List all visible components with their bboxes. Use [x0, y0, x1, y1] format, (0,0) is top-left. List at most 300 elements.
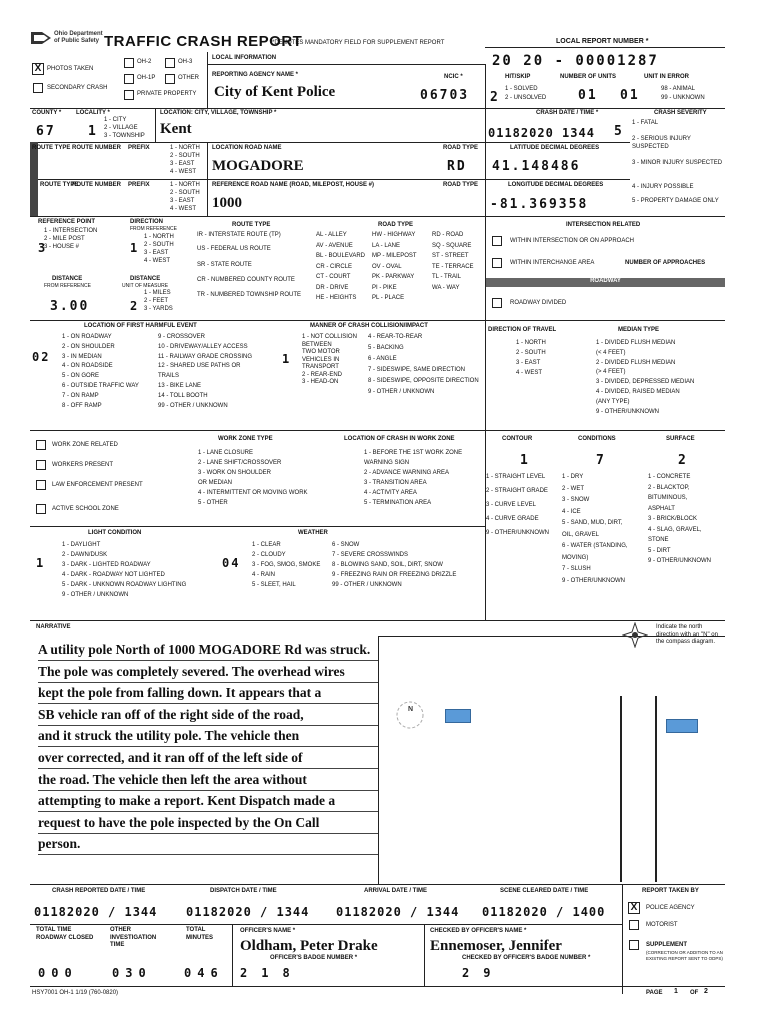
surface-opt-3: BITUMINOUS,	[648, 495, 688, 501]
conditions-opt-7: 6 - WATER (STANDING,	[562, 543, 628, 549]
collision-opt-5: TRANSPORT	[302, 364, 339, 370]
conditions-opt-10: 9 - OTHER/UNKNOWN	[562, 577, 625, 584]
work-zone-type-opt-2: 2 - LANE SHIFT/CROSSOVER	[198, 460, 282, 466]
contour-label: CONTOUR	[502, 436, 533, 442]
light-opt-1: 1 - DAYLIGHT	[62, 542, 101, 548]
workers-present-label: WORKERS PRESENT	[52, 462, 114, 468]
narrative-line-9: request to have the pole inspected by the On Call	[38, 814, 320, 830]
police-agency-checkbox[interactable]: X	[628, 902, 640, 914]
work-zone-loc-opt-3: 2 - ADVANCE WARNING AREA	[364, 470, 450, 476]
surface-opts	[648, 474, 711, 569]
work-zone-loc-label: LOCATION OF CRASH IN WORK ZONE	[344, 436, 455, 442]
conditions-opt-2: 2 - WET	[562, 485, 584, 492]
severity-opt-2: 2 - SERIOUS INJURY SUSPECTED	[632, 136, 691, 150]
collision-opt2-4: 7 - SIDESWIPE, SAME DIRECTION	[368, 367, 466, 373]
crash-date-label: CRASH DATE / TIME *	[536, 110, 599, 116]
police-agency-label: POLICE AGENCY	[646, 905, 695, 911]
dist-unit-label: DISTANCE	[130, 276, 161, 282]
dist-unit-sub: UNIT OF MEASURE	[122, 283, 169, 289]
within-interchange-checkbox[interactable]	[492, 258, 502, 268]
harmful-event-opt-7: 7 - ON RAMP	[62, 392, 99, 399]
locality-label: LOCALITY *	[76, 110, 110, 116]
road-type-col1-item-2: AV - AVENUE	[316, 242, 353, 249]
supplement-label: SUPPLEMENT	[646, 942, 688, 948]
compass-circle-icon	[395, 700, 425, 730]
ref-route-type-label: ROUTE TYPE	[232, 222, 271, 228]
severity-opt-3: 3 - MINOR INJURY SUSPECTED	[632, 160, 723, 166]
oh3-checkbox[interactable]	[165, 58, 175, 68]
contour-opt-5: 9 - OTHER/UNKNOWN	[486, 530, 549, 536]
prefix2-opt-4: 4 - WEST	[170, 206, 197, 212]
route-number-label: ROUTE NUMBER	[72, 145, 121, 151]
dist-unit-opt-3: 3 - YARDS	[144, 306, 173, 312]
vehicle-marker-left	[445, 709, 471, 723]
conditions-opt-9: 7 - SLUSH	[562, 566, 591, 572]
secondary-crash-label: SECONDARY CRASH	[47, 85, 108, 91]
prefix-label: PREFIX	[128, 145, 150, 151]
crash-reported-label: CRASH REPORTED DATE / TIME	[52, 888, 146, 894]
route-number-label-2: ROUTE NUMBER	[72, 182, 121, 188]
harmful-event-col1	[62, 334, 139, 412]
collision-opt-3: TWO MOTOR	[302, 349, 340, 355]
median-opt-4: (> 4 FEET)	[596, 369, 626, 376]
surface-opt-6: 4 - SLAG, GRAVEL,	[648, 526, 702, 533]
direction-travel-opt-2: 2 - SOUTH	[516, 350, 546, 356]
photos-taken-checkbox[interactable]: X	[32, 63, 44, 75]
collision-opt2-6: 9 - OTHER / UNKNOWN	[368, 389, 435, 395]
prefix-opt-3: 3 - EAST	[170, 161, 195, 167]
other-label: OTHER	[178, 75, 199, 81]
dispatch-label: DISPATCH DATE / TIME	[210, 888, 277, 894]
oh1p-label: OH-1P	[137, 75, 156, 81]
within-intersection-label: WITHIN INTERSECTION OR ON APPROACH	[510, 238, 635, 244]
narrative-underline-3	[38, 703, 378, 704]
work-zone-type-opt-6: 5 - OTHER	[198, 500, 228, 506]
harmful-event-opt2-8: 99 - OTHER / UNKNOWN	[158, 402, 228, 409]
other-checkbox[interactable]	[165, 74, 175, 84]
work-zone-related-checkbox[interactable]	[36, 440, 46, 450]
hit-skip-value: 2	[490, 90, 500, 105]
total-time-label: TOTAL TIME ROADWAY CLOSED	[36, 927, 94, 941]
median-opt-6: 4 - DIVIDED, RAISED MEDIAN	[596, 388, 680, 395]
work-zone-type-label: WORK ZONE TYPE	[218, 436, 273, 442]
direction-travel-opt-3: 3 - EAST	[516, 360, 541, 366]
light-value: 1	[36, 556, 46, 570]
narrative-line-10: person.	[38, 836, 81, 852]
locality-opt3: 3 - TOWNSHIP	[104, 133, 145, 139]
work-zone-loc-opt-6: 5 - TERMINATION AREA	[364, 500, 432, 506]
checked-by-label: CHECKED BY OFFICER'S NAME *	[430, 928, 527, 934]
prefix-opt-1: 1 - NORTH	[170, 145, 200, 151]
work-zone-type-opt-3: 3 - WORK ON SHOULDER	[198, 470, 272, 476]
road-type-col3-item-2: SQ - SQUARE	[432, 242, 472, 249]
ncic-value: 06703	[420, 88, 470, 103]
harmful-event-opt-3: 3 - IN MEDIAN	[62, 353, 102, 360]
latitude-value: 41.148486	[492, 159, 581, 174]
road-type-col2-item-1: HW - HIGHWAY	[372, 232, 416, 238]
latitude-label: LATITUDE DECIMAL DEGREES	[510, 145, 600, 151]
narrative-underline-4	[38, 725, 378, 726]
dept-line1: Ohio Department	[54, 31, 103, 37]
severity-label: CRASH SEVERITY	[654, 110, 707, 116]
reporting-agency-label: REPORTING AGENCY NAME *	[212, 72, 299, 78]
hit-skip-opt2: 2 - UNSOLVED	[505, 95, 547, 101]
direction-travel-label: DIRECTION OF TRAVEL	[488, 327, 557, 333]
dist-unit-opt-2: 2 - FEET	[144, 298, 169, 304]
route-type-label: ROUTE TYPE	[32, 145, 71, 151]
ref-point-label: REFERENCE POINT	[38, 219, 96, 225]
narrative-underline-8	[38, 811, 378, 812]
narrative-underline-7	[38, 790, 378, 791]
collision-opt-4: VEHICLES IN	[302, 356, 340, 363]
officer-name-label: OFFICER'S NAME *	[240, 928, 296, 934]
contour-opt-2: 2 - STRAIGHT GRADE	[486, 488, 548, 494]
checked-by-value: Ennemoser, Jennifer	[430, 938, 562, 954]
work-zone-loc-opt-2: WARNING SIGN	[364, 460, 410, 466]
crash-date-value: 01182020 1344	[488, 126, 595, 140]
median-opt-7: (ANY TYPE)	[596, 398, 630, 405]
road-type-col2-item-4: OV - OVAL	[372, 263, 402, 270]
light-opt-2: 2 - DAWN/DUSK	[62, 552, 108, 558]
direction-sub: FROM REFERENCE	[130, 226, 177, 232]
page-num: 1	[674, 988, 678, 995]
narrative-underline-1	[38, 660, 378, 661]
ref-point-opt-2: 2 - MILE POST	[44, 236, 85, 242]
workers-present-checkbox[interactable]	[36, 460, 46, 470]
road-type-col1-item-6: DR - DRIVE	[316, 284, 349, 291]
road-type-label-2: ROAD TYPE	[443, 182, 479, 188]
num-units-value: 01	[578, 88, 598, 103]
surface-opt-8: 5 - DIRT	[648, 547, 671, 554]
reporting-agency-value: City of Kent Police	[214, 84, 336, 100]
supplement-checkbox[interactable]	[629, 940, 639, 950]
weather-opt-4: 4 - RAIN	[252, 572, 276, 578]
conditions-opts	[562, 474, 628, 589]
collision-opt-2: BETWEEN	[302, 341, 332, 348]
longitude-label: LONGITUDE DECIMAL DEGREES	[508, 182, 604, 188]
other-inv-label: OTHER INVESTIGATION TIME	[110, 927, 157, 948]
side-bar	[30, 142, 38, 216]
collision-opt-7: 3 - HEAD-ON	[302, 379, 339, 385]
collision-value: 1	[282, 352, 292, 366]
light-opt-3: 3 - DARK - LIGHTED ROADWAY	[62, 562, 151, 568]
ohio-seal-icon	[30, 30, 52, 46]
road-type-col1-item-7: HE - HEIGHTS	[316, 295, 357, 301]
within-intersection-checkbox[interactable]	[492, 236, 502, 246]
badge-label: OFFICER'S BADGE NUMBER *	[270, 955, 358, 961]
dispatch-value: 01182020 / 1344	[186, 905, 310, 919]
harmful-event-opt-1: 1 - ON ROADWAY	[62, 334, 112, 340]
ref-route-opt-3: SR - STATE ROUTE	[197, 262, 252, 268]
county-value: 67	[36, 124, 56, 139]
narrative-line-6: over corrected, and it ran off of the left side of	[38, 750, 303, 765]
route-type-label-2: ROUTE TYPE	[40, 182, 79, 188]
ncic-label: NCIC *	[444, 74, 463, 80]
compass-icon	[622, 622, 648, 648]
law-enforcement-label: LAW ENFORCEMENT PRESENT	[52, 482, 143, 488]
weather-label: WEATHER	[298, 530, 328, 536]
harmful-event-opt2-4: 12 - SHARED USE PATHS OR	[158, 363, 241, 370]
weather-opt2-1: 6 - SNOW	[332, 542, 360, 548]
page-total: 2	[704, 988, 708, 995]
motorist-checkbox[interactable]	[629, 920, 639, 930]
scene-cleared-label: SCENE CLEARED DATE / TIME	[500, 888, 589, 894]
road-type-value: RD	[447, 159, 467, 174]
work-zone-loc-opt-5: 4 - ACTIVITY AREA	[364, 490, 417, 496]
oh2-label: OH-2	[137, 59, 152, 65]
form-id: HSY7001 OH-1 1/19 (760-0820)	[32, 990, 119, 996]
direction-label: DIRECTION	[130, 219, 163, 225]
work-zone-type-opt-5: 4 - INTERMITTENT OR MOVING WORK	[198, 490, 308, 496]
contour-opt-1: 1 - STRAIGHT LEVEL	[486, 474, 546, 480]
narrative-underline-5	[38, 746, 378, 747]
collision-opt2-5: 8 - SIDESWIPE, OPPOSITE DIRECTION	[368, 378, 479, 384]
dept-line2: of Public Safety	[54, 38, 100, 44]
conditions-opt-3: 3 - SNOW	[562, 497, 590, 503]
collision-opt-1: 1 - NOT COLLISION	[302, 334, 357, 340]
weather-opt2-4: 9 - FREEZING RAIN OR FREEZING DRIZZLE	[332, 572, 457, 578]
unit-in-error-opt2: 99 - UNKNOWN	[661, 95, 705, 101]
median-opt-8: 9 - OTHER/UNKNOWN	[596, 408, 659, 415]
direction-travel-opt-1: 1 - NORTH	[516, 340, 546, 346]
roadway-divided-checkbox[interactable]	[492, 298, 502, 308]
direction-travel-opt-4: 4 - WEST	[516, 370, 543, 376]
surface-opt-5: 3 - BRICK/BLOCK	[648, 516, 698, 522]
weather-col1	[252, 542, 320, 592]
collision-col2	[368, 334, 479, 400]
work-zone-type-opts	[198, 450, 308, 510]
prefix2-opt-2: 2 - SOUTH	[170, 190, 200, 196]
median-label: MEDIAN TYPE	[618, 327, 660, 333]
county-label: COUNTY *	[32, 110, 62, 116]
median-opts	[596, 340, 694, 418]
contour-opts	[486, 474, 549, 544]
ref-route-opt-1: IR - INTERSTATE ROUTE (TP)	[197, 232, 281, 238]
location-road-label: LOCATION ROAD NAME	[212, 145, 282, 151]
direction-opt-2: 2 - SOUTH	[144, 242, 174, 248]
crash-reported-value: 01182020 / 1344	[34, 905, 158, 919]
surface-label: SURFACE	[666, 436, 695, 442]
ref-point-opt-3: 3 - HOUSE #	[44, 244, 80, 250]
ref-road-value: 1000	[212, 195, 242, 211]
compass-letter: N	[408, 706, 414, 713]
road-type-col1-item-4: CR - CIRCLE	[316, 263, 353, 270]
contour-opt-3: 3 - CURVE LEVEL	[486, 502, 536, 508]
conditions-value: 7	[596, 453, 606, 468]
unit-in-error-label: UNIT IN ERROR	[644, 74, 689, 80]
road-type-col2	[372, 232, 417, 306]
collision-opt-6: 2 - REAR-END	[302, 371, 343, 378]
page-of: OF	[690, 990, 699, 996]
narrative-underline-9	[38, 833, 378, 834]
road-type-col3	[432, 232, 474, 295]
direction-opt-1: 1 - NORTH	[144, 234, 174, 240]
checked-badge-label: CHECKED BY OFFICER'S BADGE NUMBER *	[462, 955, 591, 961]
road-type-col2-item-2: LA - LANE	[372, 242, 401, 249]
road-type-col2-item-5: PK - PARKWAY	[372, 274, 415, 280]
location-label: LOCATION: CITY, VILLAGE, TOWNSHIP *	[160, 110, 277, 116]
light-opt-4: 4 - DARK - ROADWAY NOT LIGHTED	[62, 572, 165, 578]
weather-col2	[332, 542, 456, 592]
odps-logo	[30, 30, 52, 46]
photos-taken-label: PHOTOS TAKEN	[47, 66, 94, 72]
harmful-event-opt-6: 6 - OUTSIDE TRAFFIC WAY	[62, 382, 139, 389]
median-opt-5: 3 - DIVIDED, DEPRESSED MEDIAN	[596, 379, 695, 386]
badge-value: 218	[240, 966, 304, 980]
narrative-line-1: A utility pole North of 1000 MOGADORE Rd was struck.	[38, 642, 371, 657]
conditions-opt-6: OIL, GRAVEL	[562, 531, 599, 538]
harmful-event-opt-2: 2 - ON SHOULDER	[62, 343, 115, 350]
secondary-crash-checkbox[interactable]	[33, 83, 43, 93]
ref-point-value: 3	[38, 241, 48, 255]
direction-value: 1	[130, 241, 140, 255]
collision-opt2-2: 5 - BACKING	[368, 345, 404, 351]
supplement-note: (CORRECTION OR ADDITION TO AN EXISTING REPORT SENT TO ODPS)	[646, 950, 723, 961]
distance-value: 3.00	[50, 299, 90, 314]
weather-opt-1: 1 - CLEAR	[252, 542, 281, 548]
harmful-event-opt2-2: 10 - DRIVEWAY/ALLEY ACCESS	[158, 343, 248, 350]
weather-value: 04	[222, 556, 241, 570]
road-type-col3-item-1: RD - ROAD	[432, 232, 464, 238]
prefix-label-2: PREFIX	[128, 182, 150, 188]
distance-sub: FROM REFERENCE	[44, 283, 91, 289]
local-report-number: 20 20 - 00001287	[492, 53, 659, 69]
intersection-label: INTERSECTION RELATED	[566, 222, 641, 228]
motorist-label: MOTORIST	[646, 922, 678, 928]
surface-opt-4: ASPHALT	[648, 505, 675, 512]
contour-opt-4: 4 - CURVE GRADE	[486, 516, 539, 522]
median-opt-2: (< 4 FEET)	[596, 349, 626, 356]
mandatory-note: *DENOTES MANDATORY FIELD FOR SUPPLEMENT REPORT	[272, 40, 445, 46]
local-report-label: LOCAL REPORT NUMBER *	[556, 38, 649, 45]
surface-opt-9: 9 - OTHER/UNKNOWN	[648, 558, 711, 564]
light-label: LIGHT CONDITION	[88, 530, 142, 536]
harmful-event-col2	[158, 334, 252, 412]
active-school-checkbox[interactable]	[36, 504, 46, 514]
within-interchange-label: WITHIN INTERCHANGE AREA	[510, 260, 595, 266]
surface-opt-1: 1 - CONCRETE	[648, 474, 691, 480]
vehicle-marker-right	[666, 719, 698, 733]
narrative-label: NARRATIVE	[36, 624, 71, 630]
private-property-label: PRIVATE PROPERTY	[137, 91, 197, 97]
report-taken-label: REPORT TAKEN BY	[642, 888, 699, 894]
form-title: TRAFFIC CRASH REPORT	[104, 33, 303, 50]
dist-unit-opt-1: 1 - MILES	[144, 290, 171, 296]
median-opt-1: 1 - DIVIDED FLUSH MEDIAN	[596, 340, 676, 346]
harmful-event-opt-8: 8 - OFF RAMP	[62, 402, 102, 409]
ref-route-opt-5: TR - NUMBERED TOWNSHIP ROUTE	[197, 292, 302, 298]
dist-unit-value: 2	[130, 299, 140, 313]
narrative-line-8: attempting to make a report. Kent Dispatch made a	[38, 793, 336, 809]
arrival-label: ARRIVAL DATE / TIME	[364, 888, 427, 894]
work-zone-loc-opts	[364, 450, 462, 510]
narrative-line-3: kept the pole from falling down. It appears that a	[38, 685, 322, 701]
narrative-underline-2	[38, 682, 378, 683]
direction-travel-opts	[516, 340, 546, 380]
conditions-opt-5: 5 - SAND, MUD, DIRT,	[562, 520, 623, 526]
road-type-col1	[316, 232, 365, 306]
active-school-label: ACTIVE SCHOOL ZONE	[52, 506, 119, 512]
harmful-event-opt2-6: 13 - BIKE LANE	[158, 382, 202, 389]
oh3-label: OH-3	[178, 59, 193, 65]
road-type-col2-item-6: PI - PIKE	[372, 284, 397, 291]
ref-road-type-label: ROAD TYPE	[378, 222, 414, 228]
narrative-line-4: SB vehicle ran off of the right side of the road,	[38, 706, 304, 722]
collision-opt2-3: 6 - ANGLE	[368, 356, 397, 362]
harmful-event-opt2-5: TRAILS	[158, 373, 180, 380]
narrative-line-5: and it struck the utility pole. The vehicle then	[38, 728, 300, 744]
weather-opt2-2: 7 - SEVERE CROSSWINDS	[332, 552, 409, 558]
direction-opt-3: 3 - EAST	[144, 250, 169, 256]
light-opt-6: 9 - OTHER / UNKNOWN	[62, 592, 129, 598]
locality-opt2: 2 - VILLAGE	[104, 125, 138, 131]
weather-opt-5: 5 - SLEET, HAIL	[252, 582, 296, 588]
harmful-event-opt2-3: 11 - RAILWAY GRADE CROSSING	[158, 353, 253, 360]
work-zone-type-opt-4: OR MEDIAN	[198, 480, 233, 486]
checked-badge-value: 29	[462, 966, 505, 980]
prefix2-opt-1: 1 - NORTH	[170, 182, 200, 188]
narrative-line-2: The pole was completely severed. The overhead wires	[38, 663, 345, 679]
num-units-label: NUMBER OF UNITS	[560, 74, 616, 80]
road-type-col3-item-3: ST - STREET	[432, 253, 469, 259]
road-type-col2-item-7: PL - PLACE	[372, 295, 405, 301]
oh2-checkbox[interactable]	[124, 58, 134, 68]
harmful-event-opt2-7: 14 - TOLL BOOTH	[158, 392, 208, 399]
harmful-event-value: 02	[32, 350, 51, 364]
page-label: PAGE	[646, 990, 663, 996]
other-inv-value: 030	[112, 966, 152, 980]
conditions-opt-4: 4 - ICE	[562, 508, 581, 515]
light-opts	[62, 542, 186, 602]
collision-opt2-1: 4 - REAR-TO-REAR	[368, 334, 423, 340]
arrival-value: 01182020 / 1344	[336, 905, 460, 919]
distance-label: DISTANCE	[52, 276, 83, 282]
work-zone-loc-opt-4: 3 - TRANSITION AREA	[364, 480, 427, 486]
narrative-underline-10	[38, 854, 378, 855]
locality-value: 1	[88, 124, 98, 139]
severity-opt-4: 4 - INJURY POSSIBLE	[632, 184, 694, 190]
narrative-line-7: the road. The vehicle then left the area without	[38, 771, 307, 787]
ref-road-label: REFERENCE ROAD NAME (ROAD, MILEPOST, HOUSE #)	[212, 182, 375, 188]
weather-opt2-5: 99 - OTHER / UNKNOWN	[332, 582, 402, 588]
local-info-label: LOCAL INFORMATION	[212, 55, 277, 61]
oh1p-checkbox[interactable]	[124, 74, 134, 84]
roadway-header: ROADWAY	[486, 278, 725, 287]
weather-opt-3: 3 - FOG, SMOG, SMOKE	[252, 562, 321, 568]
severity-value: 5	[614, 124, 624, 139]
road-type-col3-item-4: TE - TERRACE	[432, 263, 474, 270]
compass-note: Indicate the north direction with an "N" on the compass diagram.	[656, 624, 718, 645]
prefix2-opt-3: 3 - EAST	[170, 198, 195, 204]
total-minutes-label: TOTAL MINUTES	[186, 927, 213, 941]
road-edge-right	[655, 696, 657, 882]
median-opt-3: 2 - DIVIDED FLUSH MEDIAN	[596, 359, 676, 366]
weather-opt2-3: 8 - BLOWING SAND, SOIL, DIRT, SNOW	[332, 562, 443, 568]
law-enforcement-checkbox[interactable]	[36, 480, 46, 490]
conditions-label: CONDITIONS	[578, 436, 616, 442]
conditions-opt-1: 1 - DRY	[562, 474, 584, 480]
road-type-col1-item-3: BL - BOULEVARD	[316, 253, 366, 259]
road-type-col2-item-3: MP - MILEPOST	[372, 253, 417, 259]
private-property-checkbox[interactable]	[124, 90, 134, 100]
ref-route-opt-2: US - FEDERAL US ROUTE	[197, 246, 271, 252]
total-time-value: 000	[38, 966, 78, 980]
ref-route-opt-4: CR - NUMBERED COUNTY ROUTE	[197, 277, 295, 283]
location-value: Kent	[160, 121, 192, 137]
unit-in-error-opt1: 98 - ANIMAL	[661, 86, 696, 92]
scene-cleared-value: 01182020 / 1400	[482, 905, 606, 919]
work-zone-type-opt-1: 1 - LANE CLOSURE	[198, 450, 254, 456]
